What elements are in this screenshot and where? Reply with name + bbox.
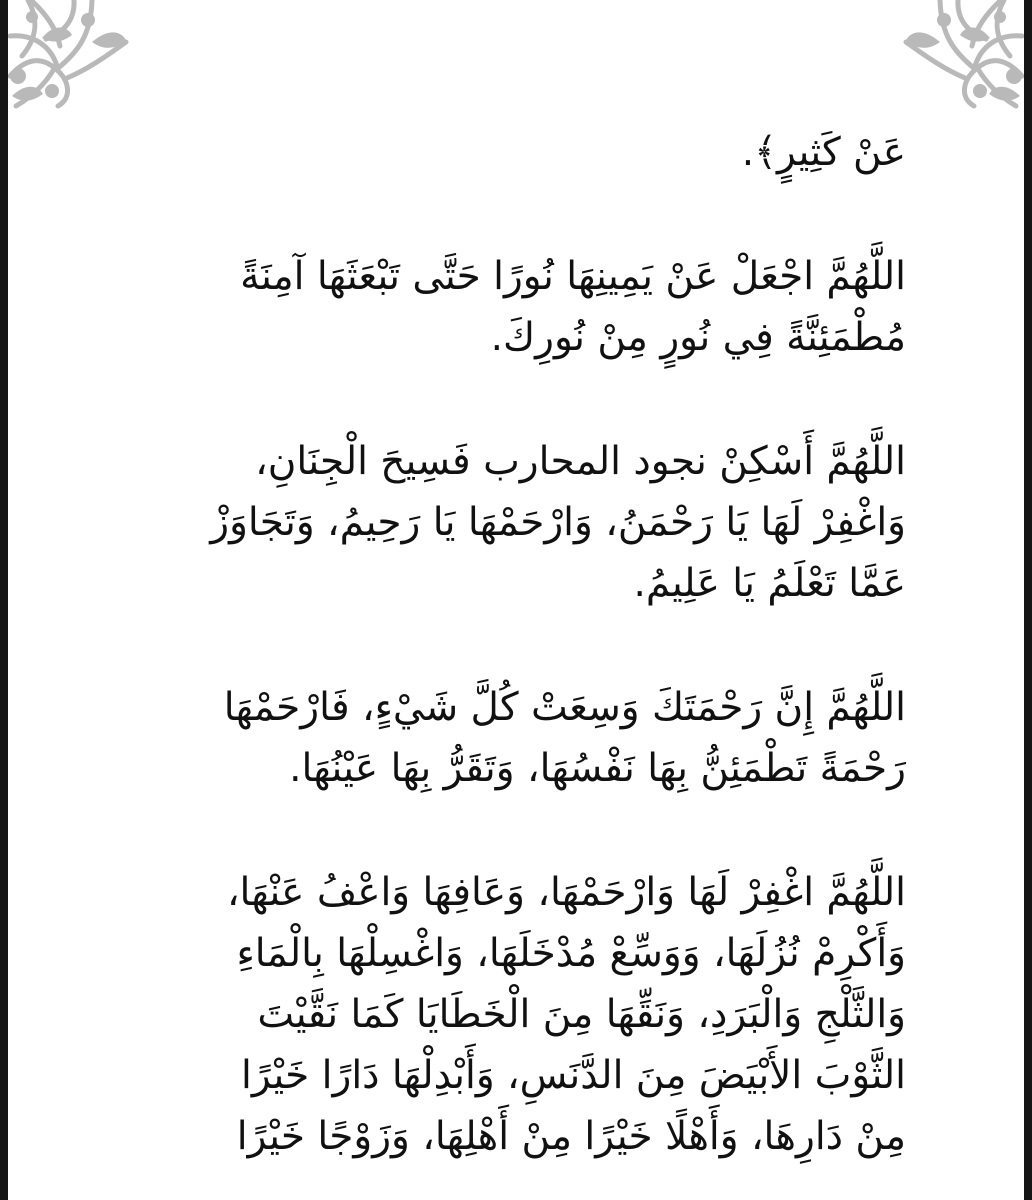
dua-text-column (150, 122, 906, 1167)
page-left-edge (0, 0, 8, 1200)
dua-paragraph-mercy: اللَّهُمَّ إِنَّ رَحْمَتَكَ وَسِعَتْ كُلَّ شَيْءٍ، فَارْحَمْهَا رَحْمَةً تَطْمَئِنُّ بِهَا نَفْسُهَا، وَتَقَرُّ بِهَا عَيْنُهَا. (223, 685, 906, 791)
dua-paragraph-paradise: اللَّهُمَّ أَسْكِنْ نجود المحارب فَسِيحَ الْجِنَانِ، وَاغْفِرْ لَهَا يَا رَحْمَنُ، وَارْحَمْهَا يَا رَحِيمُ، وَتَجَاوَزْ عَمَّا تَعْلَمُ يَا عَلِيمُ. (210, 439, 906, 606)
floral-corner-ornament-icon (8, 0, 130, 110)
dua-paragraph-light: اللَّهُمَّ اجْعَلْ عَنْ يَمِينِهَا نُورًا حَتَّى تَبْعَثَهَا آمِنَةً مُطْمَئِنَّةً فِي نُورٍ مِنْ نُورِكَ. (240, 254, 906, 360)
dua-paragraph-forgiveness: اللَّهُمَّ اغْفِرْ لَهَا وَارْحَمْهَا، وَعَافِهَا وَاعْفُ عَنْهَا، وَأَكْرِمْ نُزُلَهَا، وَوَسِّعْ مُدْخَلَهَا، وَاغْسِلْهَا بِالْمَاءِ وَالثَّلْجِ وَالْبَرَدِ، وَنَقِّهَا مِنَ الْخَطَايَا كَمَا نَقَّيْتَ الثَّوْبَ الأَبْيَضَ مِنَ الدَّنَسِ، وَأَبْدِلْهَا دَارًا خَيْرًا مِنْ دَارِهَا، وَأَهْلًا خَيْرًا مِنْ أَهْلِهَا، وَزَوْجًا خَيْرًا (226, 870, 906, 1159)
page-right-edge (1024, 0, 1032, 1200)
verse-ending-paragraph: عَنْ كَثِيرٍ﴾. (741, 130, 906, 175)
floral-corner-ornament-icon (902, 0, 1024, 110)
